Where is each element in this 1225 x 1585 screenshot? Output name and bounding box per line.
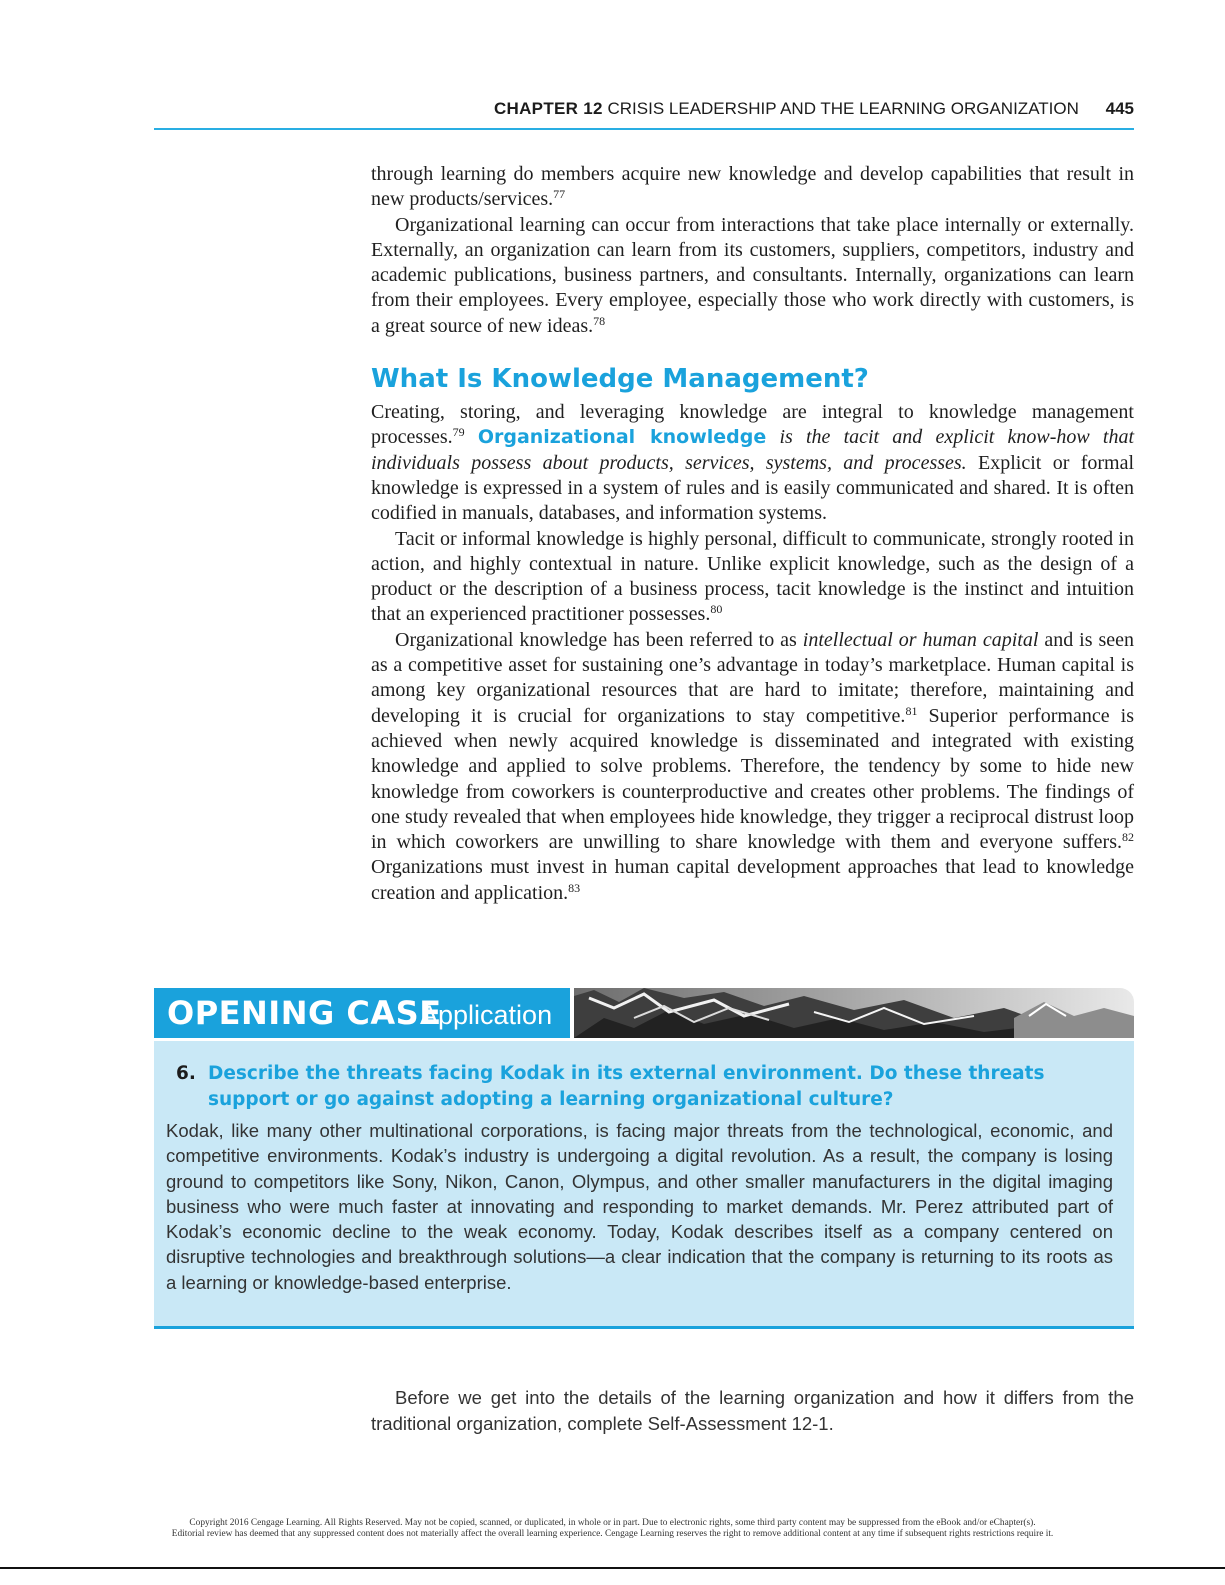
main-text [371, 162, 1134, 906]
mountain-photo-banner [574, 988, 1134, 1038]
footnote-ref: 81 [905, 703, 918, 718]
opening-case-box [154, 1041, 1134, 1329]
copyright-notice [100, 1518, 1125, 1540]
copyright-line-1: Copyright 2016 Cengage Learning. All Rights Reserved. May not be copied, scanned, or duplicated, in whole or in part. Due to electronic rights, some third party content may be suppressed from the eBook and/or eChapter(s). [189, 1518, 1036, 1528]
paragraph-4: Tacit or informal knowledge is highly personal, difficult to communicate, strongly rooted in action, and highly contextual in nature. Unlike explicit knowledge, such as the design of a product or the description of a business process, tacit knowledge is the instinct and intuition that an experienced practitioner possesses.$^{80}$ [371, 527, 1134, 626]
footnote-ref: 82 [1122, 830, 1134, 845]
running-head [154, 99, 1134, 119]
chapter-title: CRISIS LEADERSHIP AND THE LEARNING ORGANIZATION [607, 99, 1079, 118]
footnote-ref: 83 [568, 880, 581, 895]
header-rule [154, 128, 1134, 130]
footnote-ref: 79 [452, 425, 465, 440]
footnote-ref: 80 [710, 602, 723, 617]
bottom-rule [0, 1567, 1225, 1569]
copyright-line-2: Editorial review has deemed that any suppressed content does not materially affect the overall learning experience. Cengage Learning reserves the right to remove additional content at any time if subsequent rights restrictions require it. [171, 1529, 1054, 1539]
footnote-ref: 78 [593, 313, 606, 328]
key-term-definition: is the tacit and explicit know-how that individuals possess about products, services, systems, and processes. [371, 426, 1135, 474]
case-question [176, 1061, 1106, 1113]
question-text: Describe the threats facing Kodak in its external environment. Do these threats support or go against adopting a learning organizational culture? [208, 1063, 1045, 1110]
page-number: 445 [1105, 99, 1134, 118]
opening-case-label [154, 988, 570, 1038]
paragraph-5: Organizational knowledge has been referred to as intellectual or human capital and is seen as a competitive asset for sustaining one’s advantage in today’s marketplace. Human capital is among key organizational resources that are hard to imitate; therefore, maintaining and developing it is crucial for organizations to stay competitive.$^{81}$ Superior performance is achieved when newly acquired knowledge is disseminated and integrated with existing knowledge and applied to solve problems. Therefore, the tendency by some to hide new knowledge from coworkers is counterproductive and creates other problems. The findings of one study revealed that when employees hide knowledge, they trigger a reciprocal distrust loop in which coworkers are unwilling to share knowledge with them and everyone suffers.$^{82}$ Organizations must invest in human capital development approaches that lead to knowledge creation and application.$^{83}$ [371, 628, 1135, 904]
question-number: 6. [176, 1063, 196, 1084]
section-heading: What Is Knowledge Management? [371, 364, 869, 395]
opening-case-banner [154, 988, 1134, 1038]
case-answer: Kodak, like many other multinational corporations, is facing major threats from the technological, economic, and competitive environments. Kodak’s industry is undergoing a digital revolution. As a result, the company is losing ground to competitors like Sony, Nikon, Canon, Olympus, and other smaller manufacturers in the digital imaging business who were much faster at innovating and responding to market demands. Mr. Perez attributed part of Kodak’s economic decline to the weak economy. Today, Kodak describes itself as a company centered on disruptive technologies and breakthrough solutions—a clear indication that the company is returning to its roots as a learning or knowledge-based enterprise. [166, 1120, 1113, 1293]
paragraph-2: Organizational learning can occur from interactions that take place internally or externally. Externally, an organization can learn from its customers, suppliers, competitors, industry and academic publications, business partners, and consultants. Internally, organizations can learn from their employees. Every employee, especially those who work directly with customers, is a great source of new ideas.$^{78}$ [371, 213, 1134, 337]
paragraph-1: through learning do members acquire new knowledge and develop capabilities that result in new products/services.$^{77}$ [371, 163, 1134, 211]
paragraph-3: Creating, storing, and leveraging knowledge are integral to knowledge management processes.$^{79}$ Organizational knowledge is the tacit and explicit know-how that individuals possess about products, services, systems, and processes. Explicit or formal knowledge is expressed in a system of rules and is easily communicated and shared. It is often codified in manuals, databases, and information systems. [371, 401, 1135, 525]
mountain-photo-icon [574, 988, 1134, 1038]
key-term: Organizational knowledge [477, 426, 767, 449]
footnote-ref: 77 [553, 187, 566, 202]
closing-paragraph: Before we get into the details of the learning organization and how it differs from the traditional organization, complete Self-Assessment 12-1. [371, 1387, 1134, 1434]
chapter-label: CHAPTER 12 [493, 99, 603, 118]
opening-case-title: OPENING CASE [167, 994, 442, 1032]
italic-term: intellectual or human capital [802, 628, 1039, 651]
opening-case-subtitle: Application [420, 1000, 553, 1030]
